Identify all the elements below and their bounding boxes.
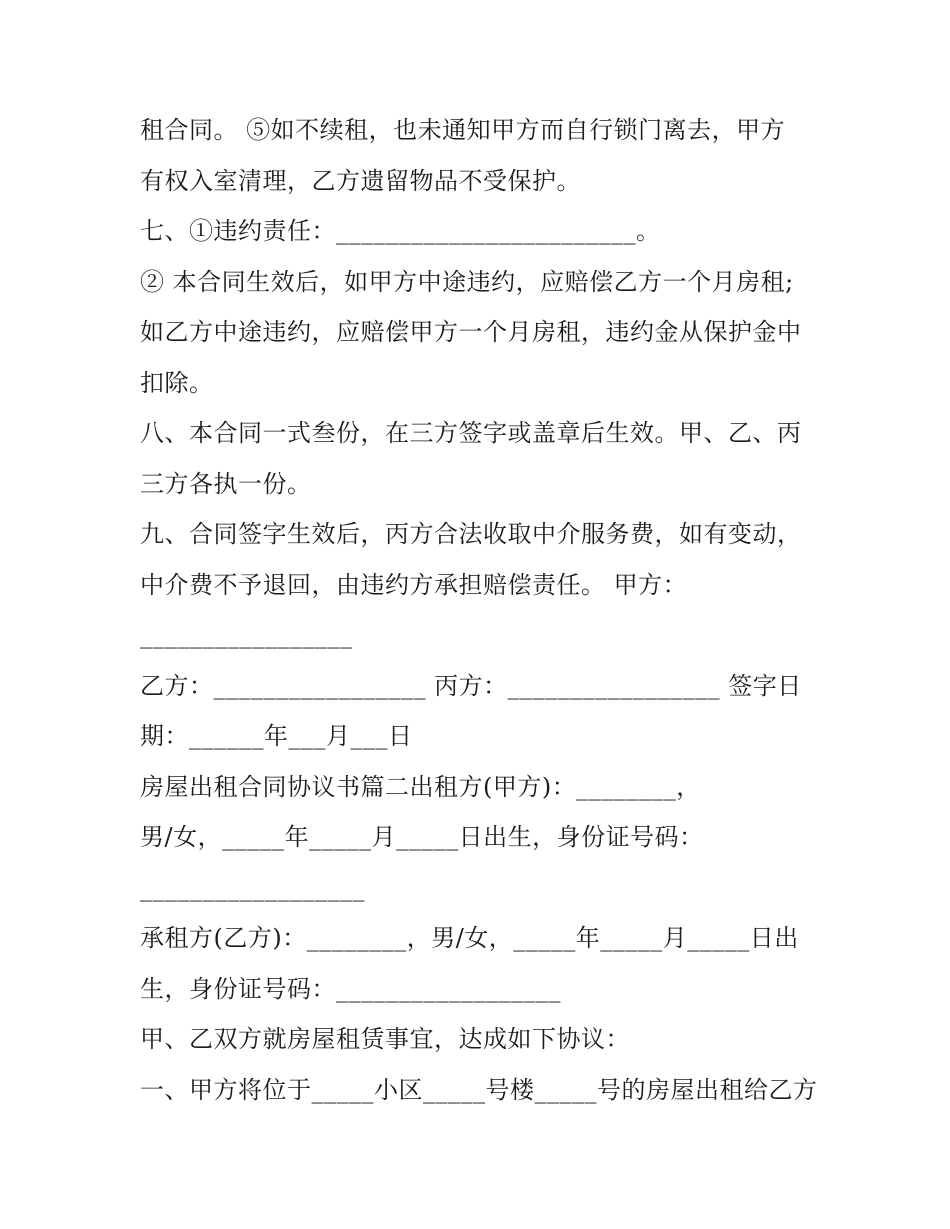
text-line: 八、本合同一式叁份，在三方签字或盖章后生效。甲、乙、丙	[140, 419, 802, 447]
text-line: 房屋出租合同协议书篇二出租方(甲方)：________，	[140, 772, 701, 801]
text-line: 如乙方中途违约，应赔偿甲方一个月房租，违约金从保护金中	[140, 318, 802, 346]
text-line: 生，身份证号码：__________________	[140, 974, 561, 1003]
text-line: 期：______年___月___日	[140, 722, 413, 750]
text-line: 男/女，_____年_____月_____日出生，身份证号码：	[140, 823, 704, 851]
text-line: 三方各执一份。	[140, 469, 312, 498]
text-line: 一、甲方将位于_____小区_____号楼_____号的房屋出租给乙方	[140, 1075, 818, 1104]
id-number-line: __________________	[140, 873, 365, 902]
text-line: 有权入室清理，乙方遗留物品不受保护。	[140, 166, 581, 195]
document-body	[140, 105, 820, 1115]
text-line: 七、①违约责任：________________________。	[140, 217, 661, 245]
text-line: ② 本合同生效后，如甲方中途违约，应赔偿乙方一个月房租;	[140, 267, 794, 296]
signature-line: _________________	[140, 621, 353, 649]
text-line: 中介费不予退回，由违约方承担赔偿责任。 甲方：	[140, 570, 688, 599]
text-line: 租合同。 ⑤如不续租，也未通知甲方而自行锁门离去，甲方	[140, 116, 786, 144]
text-line: 九、合同签字生效后，丙方合法收取中介服务费，如有变动，	[140, 520, 802, 548]
text-line: 乙方：_________________ 丙方：_________________ 签字日	[140, 671, 802, 700]
text-line: 扣除。	[140, 368, 214, 397]
text-line: 甲、乙双方就房屋租赁事宜，达成如下协议：	[140, 1025, 630, 1053]
text-line: 承租方(乙方)：________，男/女，_____年_____月_____日出	[140, 924, 799, 952]
